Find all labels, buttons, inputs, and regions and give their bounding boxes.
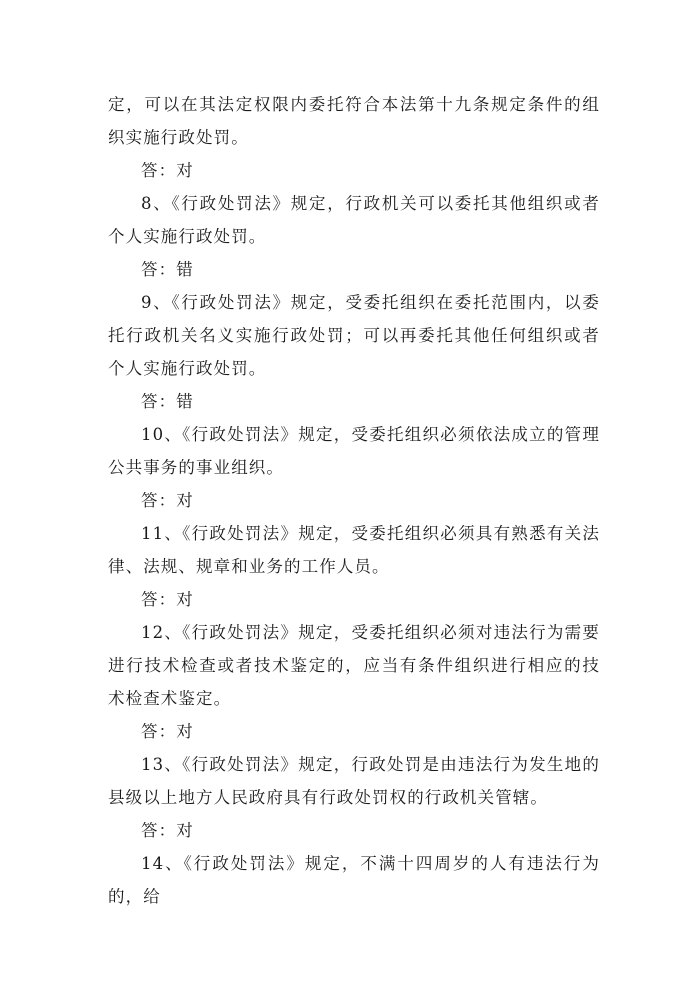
question-block xyxy=(108,616,600,748)
answer-text: 答：对 xyxy=(141,821,194,840)
answer-text: 答：对 xyxy=(141,590,194,609)
question-text: 8、《行政处罚法》规定，行政机关可以委托其他组织或者个人实施行政处罚。 xyxy=(108,194,600,246)
question-block xyxy=(108,418,600,517)
question-text: 14、《行政处罚法》规定，不满十四周岁的人有违法行为的，给 xyxy=(108,854,600,906)
answer-text: 答：对 xyxy=(141,722,194,741)
question-text: 11、《行政处罚法》规定，受委托组织必须具有熟悉有关法律、法规、规章和业务的工作人员。 xyxy=(108,524,600,576)
document-body xyxy=(108,88,600,913)
question-block xyxy=(108,187,600,286)
question-block xyxy=(108,517,600,616)
question-text: 12、《行政处罚法》规定，受委托组织必须对违法行为需要进行技术检查或者技术鉴定的，应当有条件组织进行相应的技术检查术鉴定。 xyxy=(108,623,600,708)
question-block xyxy=(108,88,600,187)
question-block xyxy=(108,748,600,847)
answer-text: 答：错 xyxy=(141,392,194,411)
answer-text: 答：对 xyxy=(141,491,194,510)
question-text: 13、《行政处罚法》规定，行政处罚是由违法行为发生地的县级以上地方人民政府具有行政处罚权的行政机关管辖。 xyxy=(108,755,600,807)
answer-text: 答：错 xyxy=(141,260,194,279)
question-block xyxy=(108,286,600,418)
question-text: 定，可以在其法定权限内委托符合本法第十九条规定条件的组织实施行政处罚。 xyxy=(108,95,600,147)
question-text: 10、《行政处罚法》规定，受委托组织必须依法成立的管理公共事务的事业组织。 xyxy=(108,425,600,477)
question-block xyxy=(108,847,600,913)
answer-text: 答：对 xyxy=(141,161,194,180)
question-text: 9、《行政处罚法》规定，受委托组织在委托范围内，以委托行政机关名义实施行政处罚；可以再委托其他任何组织或者个人实施行政处罚。 xyxy=(108,293,600,378)
